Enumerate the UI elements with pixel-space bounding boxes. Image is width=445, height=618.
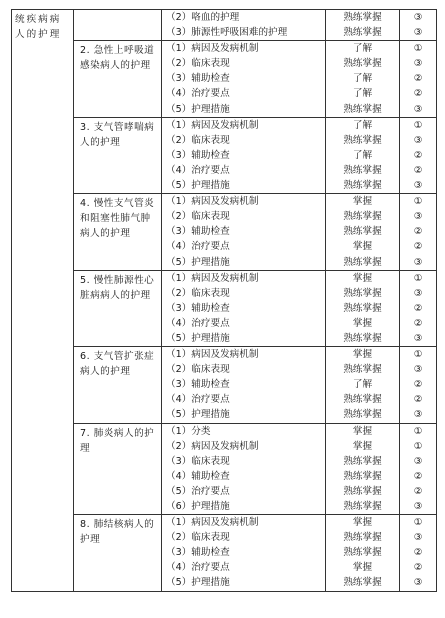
content-item: （1）病因及发病机制 bbox=[166, 119, 259, 131]
requirement-level: 了解 bbox=[352, 43, 373, 55]
requirement-level: 熟练掌握 bbox=[343, 302, 382, 314]
table-row bbox=[12, 194, 437, 270]
importance-rank: ② bbox=[413, 302, 423, 314]
table-row bbox=[12, 10, 437, 41]
levels-cell bbox=[326, 423, 400, 515]
ranks-cell bbox=[400, 423, 437, 515]
content-item: （4）治疗要点 bbox=[166, 317, 230, 329]
content-item: （4）治疗要点 bbox=[166, 241, 230, 253]
requirement-level: 掌握 bbox=[352, 517, 373, 529]
importance-rank: ② bbox=[413, 485, 423, 497]
content-item: （3）肺源性呼吸困难的护理 bbox=[166, 27, 288, 39]
importance-rank: ③ bbox=[413, 364, 423, 376]
requirement-level: 熟练掌握 bbox=[343, 485, 382, 497]
requirement-level: 熟练掌握 bbox=[343, 134, 382, 146]
table-row bbox=[12, 347, 437, 423]
content-item: （5）治疗要点 bbox=[166, 485, 230, 497]
section-title: 7. 肺炎病人的护理 bbox=[74, 423, 162, 515]
requirement-level: 熟练掌握 bbox=[343, 332, 382, 344]
content-item: （4）治疗要点 bbox=[166, 164, 230, 176]
content-item: （5）护理措施 bbox=[166, 577, 230, 589]
requirement-level: 了解 bbox=[352, 88, 373, 100]
content-item: （3）辅助检查 bbox=[166, 302, 230, 314]
content-item: （6）护理措施 bbox=[166, 501, 230, 512]
requirement-level: 熟练掌握 bbox=[343, 577, 382, 589]
importance-rank: ① bbox=[413, 349, 423, 361]
importance-rank: ③ bbox=[413, 577, 423, 589]
content-item: （4）治疗要点 bbox=[166, 88, 230, 100]
requirement-level: 掌握 bbox=[352, 196, 373, 208]
importance-rank: ③ bbox=[413, 256, 423, 268]
importance-rank: ② bbox=[413, 226, 423, 238]
importance-rank: ③ bbox=[413, 501, 423, 512]
items-cell bbox=[162, 515, 326, 591]
levels-cell bbox=[326, 270, 400, 346]
ranks-cell bbox=[400, 194, 437, 270]
importance-rank: ① bbox=[413, 43, 423, 55]
content-item: （1）病因及发病机制 bbox=[166, 196, 259, 208]
ranks-cell bbox=[400, 117, 437, 193]
content-item: （3）辅助检查 bbox=[166, 379, 230, 391]
content-item: （3）辅助检查 bbox=[166, 226, 230, 238]
requirement-level: 掌握 bbox=[352, 317, 373, 329]
requirement-level: 熟练掌握 bbox=[343, 409, 382, 421]
items-cell bbox=[162, 41, 326, 117]
requirement-level: 熟练掌握 bbox=[343, 27, 382, 39]
importance-rank: ③ bbox=[413, 332, 423, 344]
content-item: （2）病因及发病机制 bbox=[166, 440, 259, 452]
importance-rank: ③ bbox=[413, 287, 423, 299]
content-item: （2）临床表现 bbox=[166, 58, 230, 70]
content-item: （1）病因及发病机制 bbox=[166, 43, 259, 55]
importance-rank: ② bbox=[413, 562, 423, 574]
levels-cell bbox=[326, 194, 400, 270]
content-item: （3）辅助检查 bbox=[166, 547, 230, 559]
importance-rank: ① bbox=[413, 196, 423, 208]
content-item: （4）辅助检查 bbox=[166, 470, 230, 482]
content-item: （2）临床表现 bbox=[166, 287, 230, 299]
content-item: （3）辅助检查 bbox=[166, 149, 230, 161]
importance-rank: ③ bbox=[413, 455, 423, 467]
content-item: （2）临床表现 bbox=[166, 134, 230, 146]
importance-rank: ① bbox=[413, 517, 423, 529]
ranks-cell bbox=[400, 515, 437, 591]
content-item: （5）护理措施 bbox=[166, 332, 230, 344]
importance-rank: ③ bbox=[413, 27, 423, 39]
levels-cell bbox=[326, 117, 400, 193]
requirement-level: 熟练掌握 bbox=[343, 180, 382, 192]
items-cell bbox=[162, 10, 326, 41]
requirement-level: 了解 bbox=[352, 119, 373, 131]
ranks-cell bbox=[400, 41, 437, 117]
importance-rank: ① bbox=[413, 119, 423, 131]
requirement-level: 熟练掌握 bbox=[343, 394, 382, 406]
requirement-level: 了解 bbox=[352, 73, 373, 85]
requirement-level: 掌握 bbox=[352, 272, 373, 284]
ranks-cell bbox=[400, 10, 437, 41]
requirement-level: 掌握 bbox=[352, 562, 373, 574]
requirement-level: 熟练掌握 bbox=[343, 547, 382, 559]
table-row bbox=[12, 515, 437, 591]
content-item: （5）护理措施 bbox=[166, 103, 230, 115]
importance-rank: ② bbox=[413, 379, 423, 391]
content-item: （3）辅助检查 bbox=[166, 73, 230, 85]
importance-rank: ③ bbox=[413, 12, 423, 23]
importance-rank: ② bbox=[413, 317, 423, 329]
section-title: 5. 慢性肺源性心脏病病人的护理 bbox=[74, 270, 162, 346]
requirement-level: 了解 bbox=[352, 149, 373, 161]
importance-rank: ② bbox=[413, 73, 423, 85]
importance-rank: ② bbox=[413, 149, 423, 161]
section-title bbox=[74, 10, 162, 41]
importance-rank: ③ bbox=[413, 532, 423, 544]
requirement-level: 熟练掌握 bbox=[343, 287, 382, 299]
content-item: （2）咯血的护理 bbox=[166, 12, 240, 23]
requirement-level: 熟练掌握 bbox=[343, 164, 382, 176]
items-cell bbox=[162, 117, 326, 193]
importance-rank: ② bbox=[413, 394, 423, 406]
requirement-level: 熟练掌握 bbox=[343, 532, 382, 544]
syllabus-table bbox=[11, 9, 437, 592]
importance-rank: ② bbox=[413, 88, 423, 100]
importance-rank: ③ bbox=[413, 134, 423, 146]
items-cell bbox=[162, 194, 326, 270]
levels-cell bbox=[326, 41, 400, 117]
requirement-level: 熟练掌握 bbox=[343, 455, 382, 467]
levels-cell bbox=[326, 515, 400, 591]
requirement-level: 熟练掌握 bbox=[343, 211, 382, 223]
importance-rank: ① bbox=[413, 440, 423, 452]
content-item: （2）临床表现 bbox=[166, 211, 230, 223]
importance-rank: ② bbox=[413, 547, 423, 559]
importance-rank: ③ bbox=[413, 103, 423, 115]
requirement-level: 掌握 bbox=[352, 349, 373, 361]
requirement-level: 掌握 bbox=[352, 440, 373, 452]
requirement-level: 掌握 bbox=[352, 425, 373, 437]
table-row bbox=[12, 270, 437, 346]
content-item: （1）病因及发病机制 bbox=[166, 517, 259, 529]
content-item: （5）护理措施 bbox=[166, 409, 230, 421]
table-row bbox=[12, 41, 437, 117]
requirement-level: 熟练掌握 bbox=[343, 364, 382, 376]
section-title: 3. 支气管哮喘病人的护理 bbox=[74, 117, 162, 193]
items-cell bbox=[162, 347, 326, 423]
importance-rank: ③ bbox=[413, 180, 423, 192]
content-item: （4）治疗要点 bbox=[166, 394, 230, 406]
syllabus-table-body bbox=[12, 10, 437, 592]
table-row bbox=[12, 423, 437, 515]
requirement-level: 熟练掌握 bbox=[343, 103, 382, 115]
content-item: （1）分类 bbox=[166, 425, 211, 437]
requirement-level: 了解 bbox=[352, 379, 373, 391]
section-title: 4. 慢性支气管炎和阻塞性肺气肿病人的护理 bbox=[74, 194, 162, 270]
importance-rank: ② bbox=[413, 470, 423, 482]
importance-rank: ② bbox=[413, 164, 423, 176]
requirement-level: 熟练掌握 bbox=[343, 226, 382, 238]
content-item: （2）临床表现 bbox=[166, 532, 230, 544]
content-item: （5）护理措施 bbox=[166, 256, 230, 268]
importance-rank: ① bbox=[413, 425, 423, 437]
requirement-level: 熟练掌握 bbox=[343, 256, 382, 268]
content-item: （3）临床表现 bbox=[166, 455, 230, 467]
importance-rank: ① bbox=[413, 272, 423, 284]
importance-rank: ② bbox=[413, 241, 423, 253]
requirement-level: 熟练掌握 bbox=[343, 12, 382, 23]
importance-rank: ③ bbox=[413, 409, 423, 421]
requirement-level: 熟练掌握 bbox=[343, 58, 382, 70]
ranks-cell bbox=[400, 347, 437, 423]
ranks-cell bbox=[400, 270, 437, 346]
table-row bbox=[12, 117, 437, 193]
section-title: 6. 支气管扩张症病人的护理 bbox=[74, 347, 162, 423]
content-item: （4）治疗要点 bbox=[166, 562, 230, 574]
content-item: （1）病因及发病机制 bbox=[166, 272, 259, 284]
levels-cell bbox=[326, 10, 400, 41]
section-title: 8. 肺结核病人的护理 bbox=[74, 515, 162, 591]
requirement-level: 熟练掌握 bbox=[343, 470, 382, 482]
category-cell: 统疾病病人的护理 bbox=[12, 10, 74, 592]
items-cell bbox=[162, 270, 326, 346]
importance-rank: ③ bbox=[413, 58, 423, 70]
content-item: （2）临床表现 bbox=[166, 364, 230, 376]
content-item: （5）护理措施 bbox=[166, 180, 230, 192]
levels-cell bbox=[326, 347, 400, 423]
requirement-level: 掌握 bbox=[352, 241, 373, 253]
importance-rank: ③ bbox=[413, 211, 423, 223]
requirement-level: 熟练掌握 bbox=[343, 501, 382, 512]
section-title: 2. 急性上呼吸道感染病人的护理 bbox=[74, 41, 162, 117]
content-item: （1）病因及发病机制 bbox=[166, 349, 259, 361]
items-cell bbox=[162, 423, 326, 515]
